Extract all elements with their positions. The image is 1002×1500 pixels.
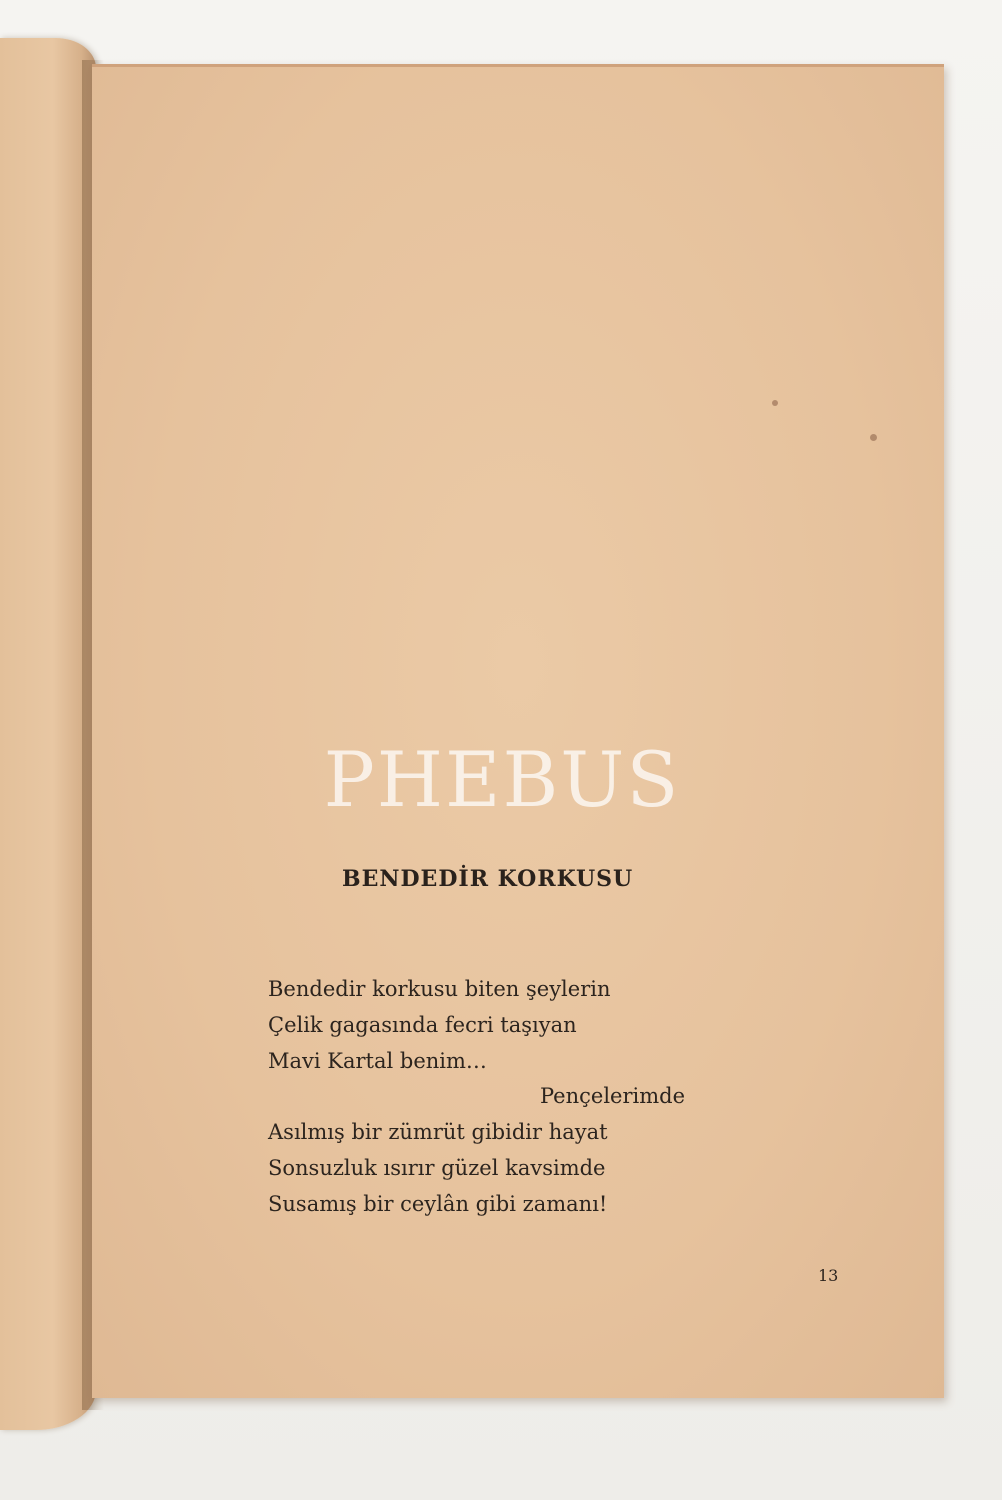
poem-line: Bendedir korkusu biten şeylerin: [268, 977, 611, 1001]
poem-line: Asılmış bir zümrüt gibidir hayat: [268, 1120, 608, 1145]
poem-line: Çelik gagasında fecri taşıyan: [268, 1012, 577, 1037]
poem-title: BENDEDİR KORKUSU: [342, 866, 634, 892]
poem-line: Sonsuzluk ısırır güzel kavsimde: [268, 1155, 606, 1180]
poem-line: Mavi Kartal benim…: [268, 1048, 487, 1073]
page-number: 13: [818, 1266, 839, 1285]
paper-speck: [772, 400, 778, 406]
phebus-watermark: PHEBUS: [323, 735, 681, 824]
poem-line: Susamış bir ceylân gibi zamanı!: [268, 1191, 608, 1216]
poem-line: Pençelerimde: [540, 1084, 686, 1109]
page-top-edge: [92, 64, 944, 67]
paper-speck: [870, 434, 877, 441]
poem-body: [268, 972, 728, 1223]
